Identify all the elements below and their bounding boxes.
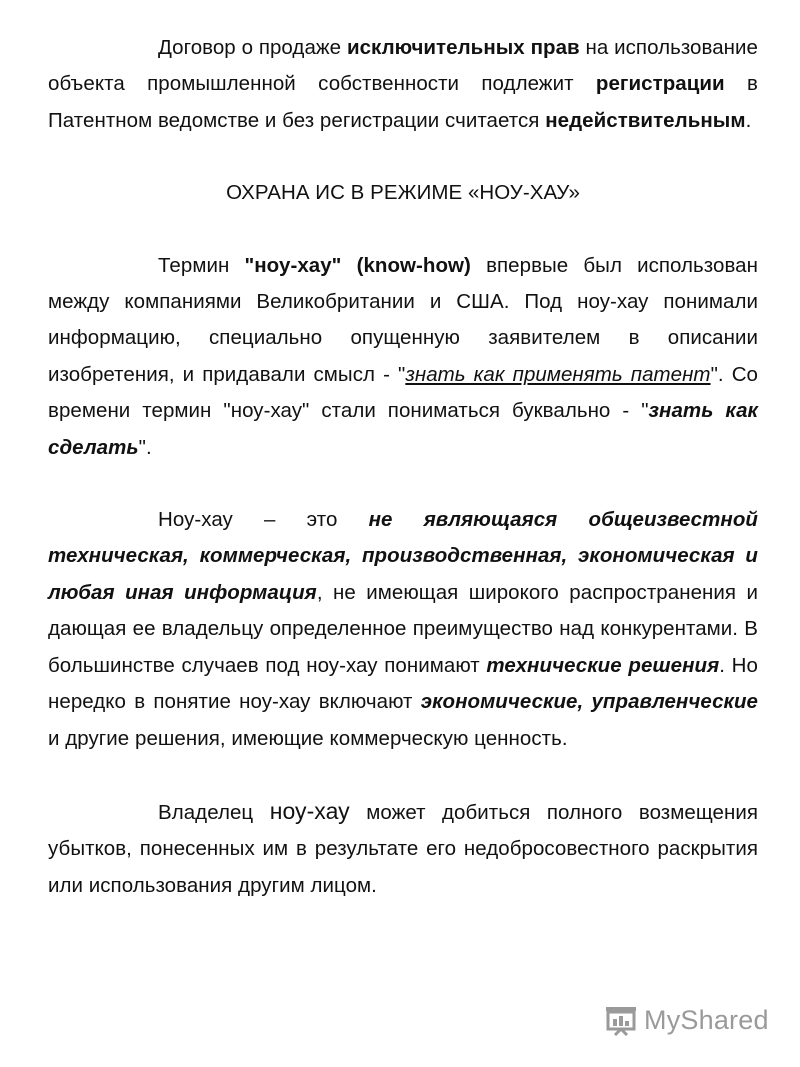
watermark-logo: [604, 1000, 769, 1040]
text-run: Термин: [158, 253, 245, 277]
section-heading: ОХРАНА ИС В РЕЖИМЕ «НОУ-ХАУ»: [226, 181, 580, 205]
bold-term-know-how: "ноу-хау" (know-how): [244, 253, 471, 277]
bold-italic-technical-solutions: технические решения: [486, 653, 720, 677]
text-run: ". Со времени термин "ноу-хау" стали пониматься буквально - ": [48, 362, 758, 423]
spacer: [48, 212, 758, 248]
bold-term-registration: регистрации: [595, 72, 725, 96]
watermark-text: MyShared: [644, 1004, 769, 1035]
underlined-phrase: знать как применять патент: [405, 362, 711, 386]
text-run: .: [745, 108, 752, 132]
paragraph-owner-compensation: [48, 793, 758, 904]
text-run: может добиться полного возмещения убытков, понесенных им в результате его недобросовестного раскрытия или использования другим лицом.: [48, 800, 758, 897]
spacer: [48, 139, 758, 175]
text-run: . Но нередко в понятие ноу-хау включают: [48, 653, 758, 714]
bold-italic-phrase: знать как сделать: [48, 399, 758, 459]
text-run: и другие решения, имеющие коммерческую ценность.: [48, 726, 568, 750]
paragraph-know-how-origin: [48, 248, 758, 466]
text-run: Договор о продаже: [158, 36, 347, 59]
paragraph-contract-registration: [48, 30, 758, 139]
presentation-board-icon: [604, 1004, 638, 1036]
text-run: , не имеющая широкого распространения и дающая ее владельцу определенное преимущество над конкурентами. В большинстве случаев под ноу-хау понимают: [48, 580, 758, 677]
bold-term-invalid: недействительным: [545, 108, 746, 132]
text-run: ".: [138, 435, 152, 459]
bold-term-exclusive-rights: исключительных прав: [346, 36, 580, 59]
spacer: [48, 466, 758, 502]
text-run: в Патентном ведомстве и без регистрации считается: [48, 72, 758, 132]
spacer: [48, 757, 758, 793]
bold-italic-definition: не являющаяся общеизвестной техническая, коммерческая, производственная, экономическая и любая иная информация: [48, 508, 758, 604]
bold-italic-economic-managerial: экономические, управленческие: [420, 690, 758, 714]
text-run: на использование объекта промышленной собственности подлежит: [48, 36, 758, 96]
text-run: впервые был использован между компаниями Великобритании и США. Под ноу-хау понимали информацию, специально опущенную заявителем в описании изобретения, и придавали смысл - ": [48, 253, 758, 386]
text-run: Владелец: [158, 800, 270, 824]
text-run: Ноу-хау – это: [158, 508, 369, 532]
paragraph-know-how-definition: [48, 502, 758, 757]
enlarged-term-know-how: ноу-хау: [269, 797, 350, 824]
